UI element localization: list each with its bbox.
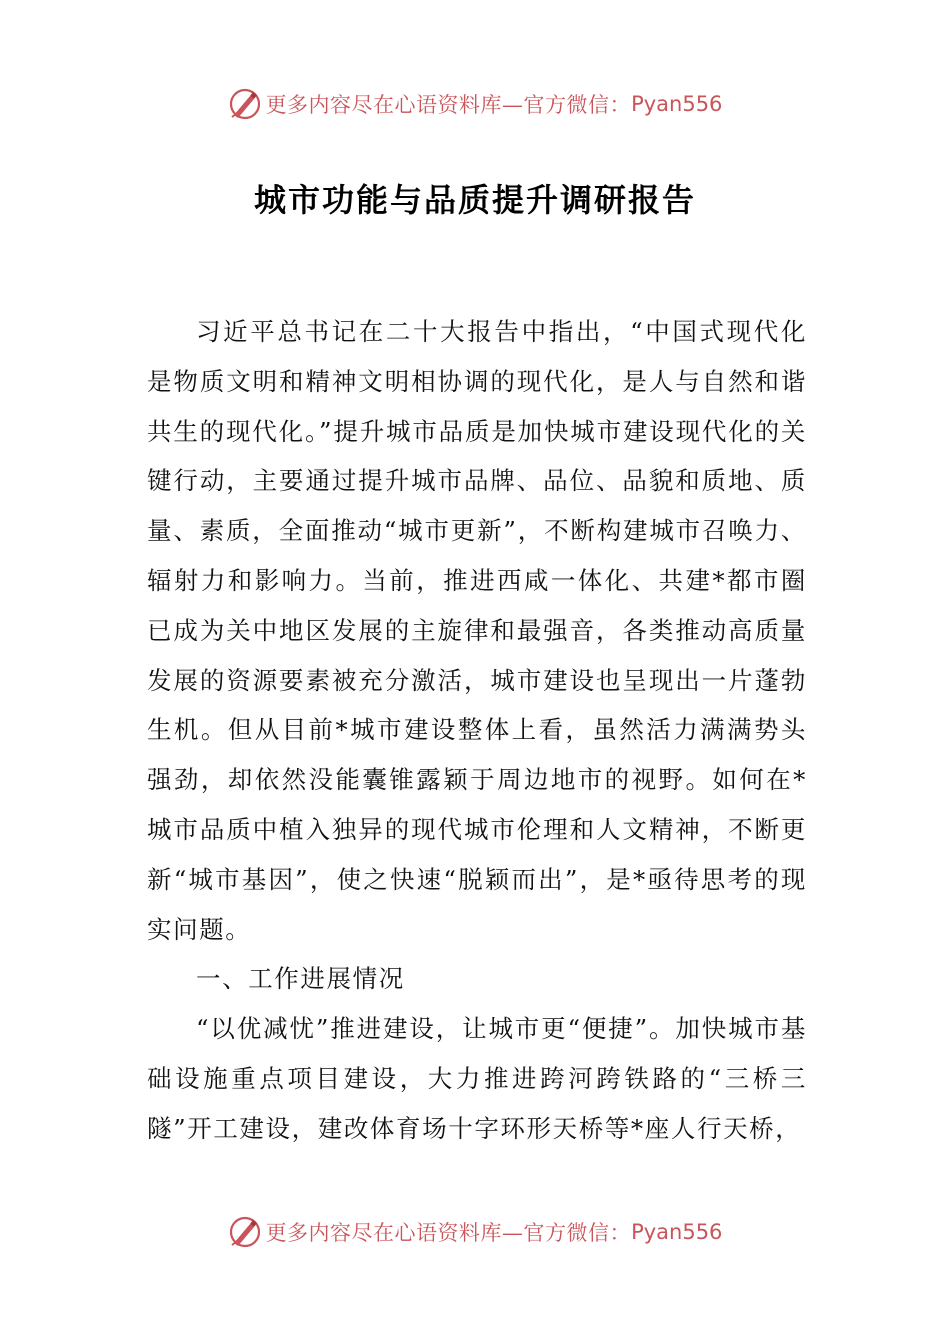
document-body — [147, 307, 807, 1154]
pen-logo-icon — [228, 1215, 262, 1249]
banner-text: 更多内容尽在心语资料库—官方微信： — [265, 93, 632, 117]
section-heading: 一、工作进展情况 — [196, 964, 405, 994]
header-banner — [0, 84, 950, 124]
pen-logo-icon — [228, 87, 262, 121]
section-paragraph: “以优减忧”推进建设，让城市更“便捷”。加快城市基础设施重点项目建设，大力推进跨河跨铁路的“三桥三隧”开工建设，建改体育场十字环形天桥等*座人行天桥， — [147, 1014, 807, 1143]
footer-banner — [0, 1212, 950, 1252]
intro-paragraph: 习近平总书记在二十大报告中指出，“中国式现代化是物质文明和精神文明相协调的现代化，是人与自然和谐共生的现代化。”提升城市品质是加快城市建设现代化的关键行动，主要通过提升城市品牌、品位、品貌和质地、质量、素质，全面推动“城市更新”，不断构建城市召唤力、辐射力和影响力。当前，推进西咸一体化、共建*都市圈已成为关中地区发展的主旋律和最强音，各类推动高质量发展的资源要素被充分激活，城市建设也呈现出一片蓬勃生机。但从目前*城市建设整体上看，虽然活力满满势头强劲，却依然没能囊锥露颖于周边地市的视野。如何在*城市品质中植入独异的现代城市伦理和人文精神，不断更新“城市基因”，使之快速“脱颖而出”，是*亟待思考的现实问题。 — [147, 317, 807, 944]
banner-text: 更多内容尽在心语资料库—官方微信： — [265, 1221, 632, 1245]
wechat-id: Pyan556 — [631, 1220, 723, 1244]
document-title: 城市功能与品质提升调研报告 — [253, 181, 696, 219]
wechat-id: Pyan556 — [631, 92, 723, 116]
